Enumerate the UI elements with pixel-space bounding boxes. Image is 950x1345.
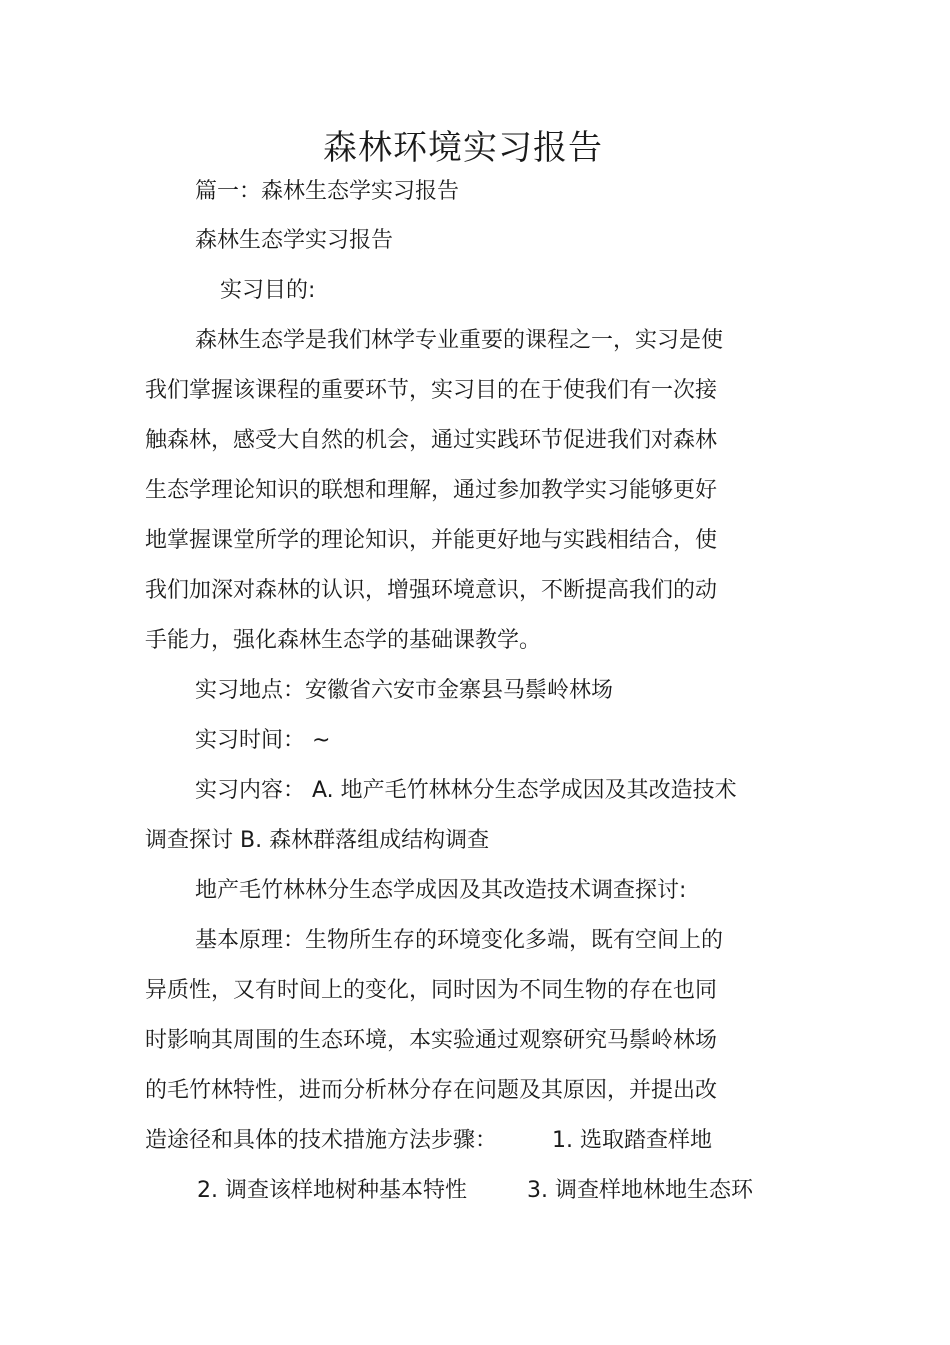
paragraph-line: 的毛竹林特性，进而分析林分存在问题及其原因，并提出改: [145, 1078, 718, 1103]
purpose-heading: 实习目的:: [220, 278, 316, 303]
paragraph-line: 异质性，又有时间上的变化，同时因为不同生物的存在也同: [145, 978, 718, 1003]
paragraph-line: 造途径和具体的技术措施方法步骤：: [145, 1128, 498, 1153]
subsection-heading: 地产毛竹林林分生态学成因及其改造技术调查探讨:: [195, 878, 687, 903]
section-heading: 篇一：森林生态学实习报告: [195, 179, 460, 204]
step-item: 2. 调查该样地树种基本特性: [197, 1178, 467, 1203]
paragraph-line: 基本原理：生物所生存的环境变化多端，既有空间上的: [195, 928, 724, 953]
paragraph-line: 地掌握课堂所学的理论知识，并能更好地与实践相结合，使: [145, 528, 718, 553]
paragraph-line: 我们掌握该课程的重要环节，实习目的在于使我们有一次接: [145, 378, 718, 403]
content-line: 实习内容： A. 地产毛竹林林分生态学成因及其改造技术: [195, 778, 737, 803]
time-line: 实习时间： ~: [195, 728, 331, 753]
step-item: 3. 调查样地林地生态环: [527, 1178, 753, 1203]
paragraph-line: 生态学理论知识的联想和理解，通过参加教学实习能够更好: [145, 478, 718, 503]
report-subtitle: 森林生态学实习报告: [195, 228, 394, 253]
location-line: 实习地点：安徽省六安市金寨县马鬃岭林场: [195, 678, 614, 703]
document-title: 森林环境实习报告: [323, 128, 603, 168]
paragraph-line: 时影响其周围的生态环境，本实验通过观察研究马鬃岭林场: [145, 1028, 718, 1053]
content-line: 调查探讨 B. 森林群落组成结构调查: [145, 828, 490, 853]
paragraph-line: 森林生态学是我们林学专业重要的课程之一，实习是使: [195, 328, 724, 353]
paragraph-line: 手能力，强化森林生态学的基础课教学。: [145, 628, 542, 653]
step-item: 1. 选取踏查样地: [552, 1128, 712, 1153]
paragraph-line: 触森林，感受大自然的机会，通过实践环节促进我们对森林: [145, 428, 718, 453]
paragraph-line: 我们加深对森林的认识，增强环境意识，不断提高我们的动: [145, 578, 718, 603]
